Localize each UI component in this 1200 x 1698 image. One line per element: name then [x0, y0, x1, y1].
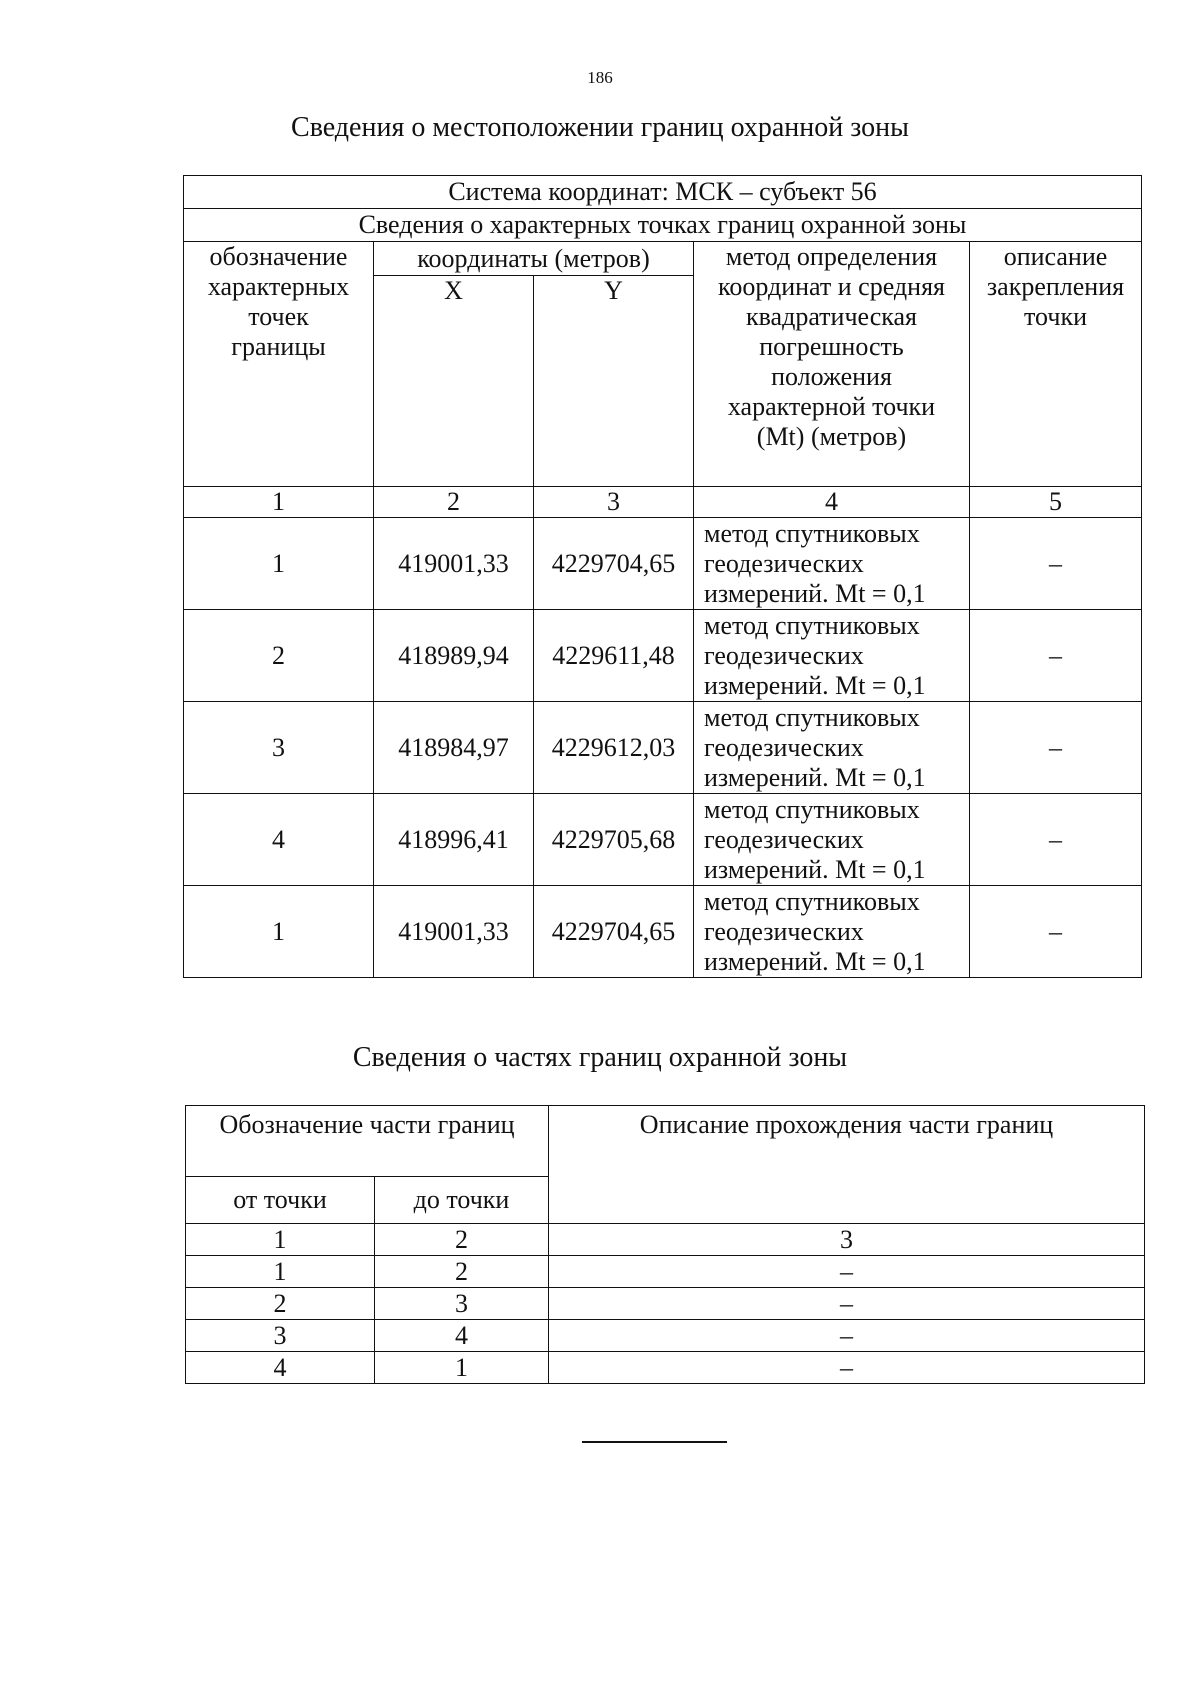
header-part-designation: Обозначение части границ	[186, 1106, 549, 1177]
header-description-line: закрепления	[986, 272, 1125, 301]
method-cell	[694, 518, 970, 610]
coord-x: 418996,41	[374, 794, 534, 886]
column-number: 3	[534, 487, 694, 518]
header-from-point: от точки	[186, 1177, 375, 1224]
coord-y: 4229704,65	[534, 518, 694, 610]
part-description: –	[549, 1288, 1145, 1320]
column-number: 1	[184, 487, 374, 518]
point-id: 2	[184, 610, 374, 702]
closing-rule	[582, 1441, 727, 1443]
table-row	[184, 794, 1142, 886]
description-cell: –	[970, 518, 1142, 610]
point-id: 3	[184, 702, 374, 794]
part-description: –	[549, 1320, 1145, 1352]
header-to-point: до точки	[375, 1177, 549, 1224]
method-line: метод спутниковых	[704, 794, 920, 824]
description-cell: –	[970, 794, 1142, 886]
header-method-line: метод определения	[725, 242, 938, 271]
coord-y: 4229612,03	[534, 702, 694, 794]
header-designation-line: точек	[248, 302, 309, 331]
method-line: геодезических	[704, 732, 864, 762]
column-number: 2	[374, 487, 534, 518]
header-method-line: характерной точки	[727, 392, 936, 421]
description-cell: –	[970, 610, 1142, 702]
coord-y: 4229704,65	[534, 886, 694, 978]
to-point: 3	[375, 1288, 549, 1320]
point-id: 1	[184, 886, 374, 978]
method-line: измерений. Mt = 0,1	[704, 762, 926, 792]
to-point: 1	[375, 1352, 549, 1384]
header-description-line: точки	[1024, 302, 1087, 331]
method-line: геодезических	[704, 640, 864, 670]
header-description-line: описание	[1003, 242, 1108, 271]
point-id: 1	[184, 518, 374, 610]
boundary-parts-table	[185, 1105, 1145, 1384]
method-cell	[694, 794, 970, 886]
section-title-boundary-parts: Сведения о частях границ охранной зоны	[352, 1042, 848, 1073]
column-number: 1	[186, 1224, 375, 1256]
table-row	[186, 1256, 1145, 1288]
header-method-line: квадратическая	[745, 302, 918, 331]
coordinate-system-row: Система координат: МСК – субъект 56	[184, 176, 1142, 209]
header-coordinates: координаты (метров)	[374, 242, 694, 276]
table-row	[184, 886, 1142, 978]
method-line: геодезических	[704, 916, 864, 946]
table-row	[184, 610, 1142, 702]
from-point: 1	[186, 1256, 375, 1288]
description-cell: –	[970, 702, 1142, 794]
from-point: 3	[186, 1320, 375, 1352]
column-number: 4	[694, 487, 970, 518]
header-method-line: координат и средняя	[718, 272, 945, 301]
column-number: 2	[375, 1224, 549, 1256]
method-line: геодезических	[704, 548, 864, 578]
boundary-points-table	[183, 175, 1142, 978]
header-part-description: Описание прохождения части границ	[549, 1106, 1145, 1224]
coord-x: 418989,94	[374, 610, 534, 702]
to-point: 2	[375, 1256, 549, 1288]
header-x: X	[374, 276, 534, 487]
points-info-row: Сведения о характерных точках границ охранной зоны	[184, 209, 1142, 242]
coord-y: 4229611,48	[534, 610, 694, 702]
method-line: геодезических	[704, 824, 864, 854]
method-line: метод спутниковых	[704, 886, 920, 916]
section-title-boundary-location: Сведения о местоположении границ охранной зоны	[291, 112, 909, 143]
part-description: –	[549, 1256, 1145, 1288]
coord-x: 418984,97	[374, 702, 534, 794]
method-line: метод спутниковых	[704, 702, 920, 732]
method-cell	[694, 702, 970, 794]
table-row	[184, 702, 1142, 794]
method-line: метод спутниковых	[704, 610, 920, 640]
method-line: измерений. Mt = 0,1	[704, 854, 926, 884]
header-y: Y	[534, 276, 694, 487]
description-cell: –	[970, 886, 1142, 978]
method-line: метод спутниковых	[704, 518, 920, 548]
column-number: 5	[970, 487, 1142, 518]
to-point: 4	[375, 1320, 549, 1352]
table-row	[186, 1352, 1145, 1384]
coord-x: 419001,33	[374, 886, 534, 978]
coord-y: 4229705,68	[534, 794, 694, 886]
table-row	[184, 518, 1142, 610]
header-designation	[184, 242, 374, 487]
method-line: измерений. Mt = 0,1	[704, 946, 926, 976]
method-line: измерений. Mt = 0,1	[704, 670, 926, 700]
part-description: –	[549, 1352, 1145, 1384]
method-line: измерений. Mt = 0,1	[704, 578, 926, 608]
header-method	[694, 242, 970, 487]
method-cell	[694, 610, 970, 702]
header-description	[970, 242, 1142, 487]
from-point: 4	[186, 1352, 375, 1384]
header-designation-line: обозначение	[209, 242, 348, 271]
header-method-line: положения	[771, 362, 892, 391]
table-row	[186, 1288, 1145, 1320]
page-number: 186	[587, 68, 613, 87]
header-designation-line: характерных	[207, 272, 350, 301]
header-method-line: (Mt) (метров)	[756, 422, 907, 451]
column-number: 3	[549, 1224, 1145, 1256]
from-point: 2	[186, 1288, 375, 1320]
point-id: 4	[184, 794, 374, 886]
coord-x: 419001,33	[374, 518, 534, 610]
header-method-line: погрешность	[759, 332, 904, 361]
table-row	[186, 1320, 1145, 1352]
header-designation-line: границы	[231, 332, 326, 361]
method-cell	[694, 886, 970, 978]
